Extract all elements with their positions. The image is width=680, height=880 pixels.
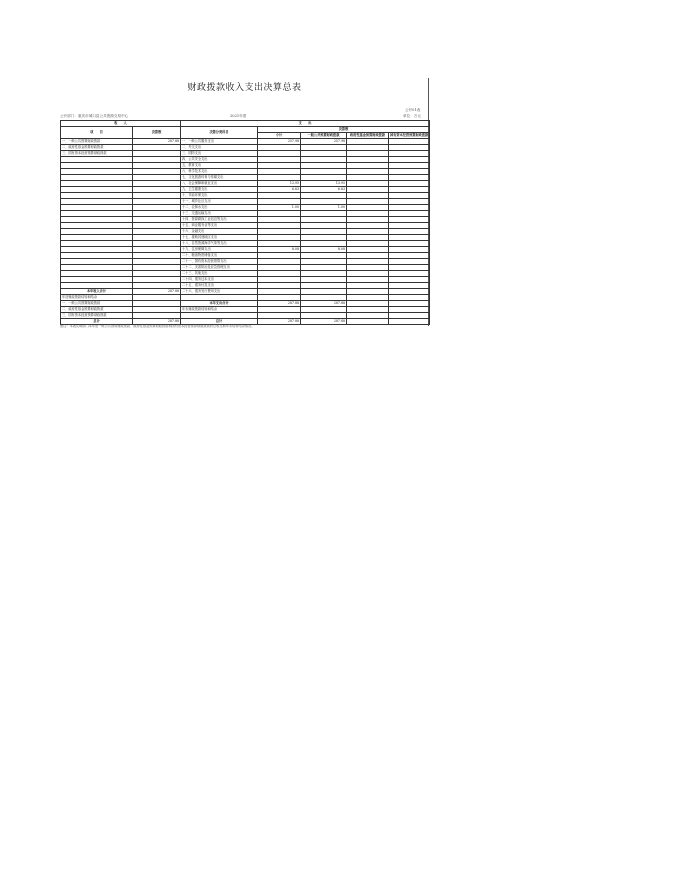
expense-subtotal: 1.00 <box>258 205 301 211</box>
income-item: 三、国有资本经营预算财政拨款 <box>61 151 133 157</box>
expense-category: 一、一般公共服务支出 <box>181 139 258 145</box>
expense-general: 1.00 <box>301 205 347 211</box>
budget-table <box>60 120 430 325</box>
subtotal-header: 小计 <box>258 133 301 139</box>
expense-general: 8.08 <box>301 247 347 253</box>
expense-subtotal: 13.95 <box>258 181 301 187</box>
expense-category: 七、文化旅游体育与传媒支出 <box>181 175 258 181</box>
expense-header: 支 出 <box>181 121 430 127</box>
expense-capital <box>389 319 430 325</box>
capital-budget-header: 国有资本经营预算财政拨款 <box>390 133 429 138</box>
expense-fund <box>347 319 389 325</box>
department-label: 公开部门：重庆市城口县公共资源交易中心 <box>60 114 129 118</box>
expense-category: 年末财政拨款结转和结余 <box>181 307 258 313</box>
expense-category: 二、外交支出 <box>181 145 258 151</box>
expense-subtotal: 257.98 <box>258 139 301 145</box>
expense-category: 十六、金融支出 <box>181 229 258 235</box>
expense-subtotal: 287.88 <box>258 319 301 325</box>
amount2-header: 决算数 <box>258 127 430 133</box>
income-item: 本年收入合计 <box>61 289 133 295</box>
expense-category: 十四、资源勘探工业信息等支出 <box>181 217 258 223</box>
expense-category: 二十、粮油物资储备支出 <box>181 253 258 259</box>
expense-category: 十七、援助其他地区支出 <box>181 235 258 241</box>
item-header: 项 目 <box>61 127 133 139</box>
income-item: 年初财政拨款结转和结余 <box>61 295 133 301</box>
expense-general: 287.88 <box>301 301 347 307</box>
fund-budget-header: 政府性基金预算财政拨款 <box>347 133 389 139</box>
expense-general: 6.83 <box>301 187 347 193</box>
income-item: 一、一般公共预算财政拨款 <box>61 139 133 145</box>
income-item: 一、一般公共预算财政拨款 <box>61 301 133 307</box>
footnote: 备注：本表反映部门本年度一般公共预算财政拨款、政府性基金预算财政拨款和国有资本经营预算财政拨款的总收支和年末结转结余情况。 <box>60 324 255 328</box>
expense-category: 十九、住房保障支出 <box>181 247 258 253</box>
expense-category: 总计 <box>181 319 258 325</box>
expense-category: 十五、商业服务业等支出 <box>181 223 258 229</box>
expense-general: 257.98 <box>301 139 347 145</box>
expense-category: 二十六、债务发行费用支出 <box>181 289 258 295</box>
income-amount: 287.88 <box>133 319 181 325</box>
expense-category: 二十三、其他支出 <box>181 271 258 277</box>
income-amount: 287.88 <box>133 289 181 295</box>
expense-category: 十八、自然资源海洋气象等支出 <box>181 241 258 247</box>
page-title: 财政拨款收入支出决算总表 <box>187 83 302 93</box>
expense-category: 八、社会保障和就业支出 <box>181 181 258 187</box>
expense-category: 九、卫生健康支出 <box>181 187 258 193</box>
expense-category: 十一、城乡社区支出 <box>181 199 258 205</box>
general-budget-header: 一般公共预算财政拨款 <box>301 133 347 139</box>
income-item: 二、政府性基金预算财政拨款 <box>61 145 133 151</box>
expense-category: 十三、交通运输支出 <box>181 211 258 217</box>
expense-general: 287.88 <box>301 319 347 325</box>
expense-category: 二十二、灾害防治及应急管理支出 <box>181 265 258 271</box>
income-item: 总计 <box>61 319 133 325</box>
expense-category: 本年支出合计 <box>181 301 258 307</box>
expense-category: 二十五、债务付息支出 <box>181 283 258 289</box>
expense-subtotal: 287.88 <box>258 301 301 307</box>
expense-general: 13.95 <box>301 181 347 187</box>
amount-header: 决算数 <box>133 127 181 139</box>
expense-category: 四、公共安全支出 <box>181 157 258 163</box>
income-item: 三、国有资本经营预算财政拨款 <box>61 313 133 319</box>
year-label: 2021年度 <box>230 114 247 118</box>
unit-label: 单位：万元 <box>403 114 421 118</box>
expense-category: 二十四、债务还本支出 <box>181 277 258 283</box>
expense-subtotal: 8.08 <box>258 247 301 253</box>
expense-category: 二十一、国有资本经营预算支出 <box>181 259 258 265</box>
income-amount: 287.88 <box>133 139 181 145</box>
category-header: 决算分类科目 <box>181 127 258 139</box>
expense-category: 六、科学技术支出 <box>181 169 258 175</box>
expense-category: 五、教育支出 <box>181 163 258 169</box>
income-item: 二、政府性基金预算财政拨款 <box>61 307 133 313</box>
form-number: 公开01表 <box>405 108 421 112</box>
expense-category: 十二、农林水支出 <box>181 205 258 211</box>
expense-category: 十、节能环保支出 <box>181 193 258 199</box>
expense-subtotal: 6.83 <box>258 187 301 193</box>
expense-category: 三、国防支出 <box>181 151 258 157</box>
income-header: 收 入 <box>61 121 181 127</box>
